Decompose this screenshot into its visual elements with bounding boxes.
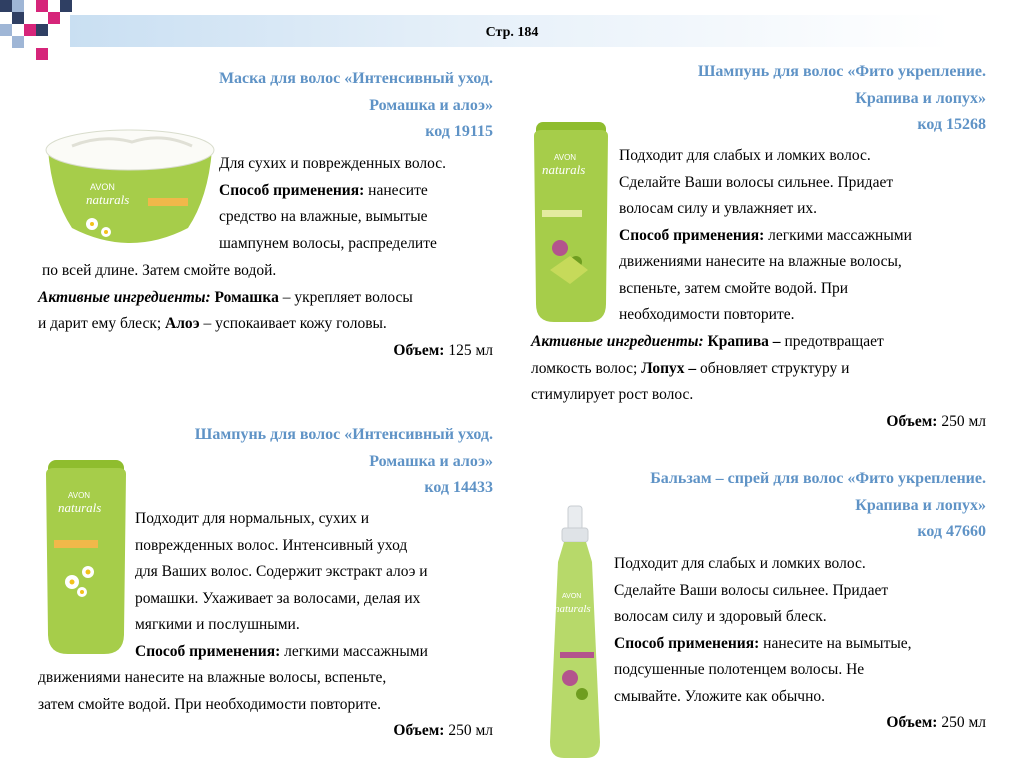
balm-spray-title: Бальзам – спрей для волос «Фито укрепление. Крапива и лопух» код 47660 [540,466,986,546]
phyto-shampoo-ingredients: Активные ингредиенты: Крапива – предотвращает ломкость волос; Лопух – обновляет структуру и стимулирует рост волос. [531,333,884,403]
svg-text:naturals: naturals [554,603,591,615]
mask-code: код 19115 [425,123,493,140]
intense-shampoo-volume: Объем: 250 мл [393,722,493,739]
balm-spray-description: Подходит для слабых и ломких волос. Сделайте Ваши волосы сильнее. Придает волосам силу и здоровый блеск. Способ применения: нанесите на вымытые, подсушенные полотенцем волосы. Не смывайте. Уложите как обычно. [614,555,912,705]
balm-spray-code: код 47660 [917,523,986,540]
page-number: Стр. 184 [485,25,539,40]
mask-description: Для сухих и поврежденных волос. Способ применения: нанесите средство на влажные, вымытые шампунем волосы, распределите [219,155,447,252]
svg-text:naturals: naturals [86,192,130,207]
svg-text:AVON: AVON [90,182,115,192]
phyto-shampoo-volume: Объем: 250 мл [886,413,986,430]
mask-volume: Объем: 125 мл [393,342,493,359]
svg-text:naturals: naturals [58,500,102,515]
svg-text:AVON: AVON [554,153,577,162]
balm-spray-volume: Объем: 250 мл [886,714,986,731]
svg-text:AVON: AVON [562,593,582,600]
mask-title: Маска для волос «Интенсивный уход. Ромашка и алоэ» код 19115 [60,66,493,146]
intense-shampoo-usage: движениями нанесите на влажные волосы, вспеньте, затем смойте водой. При необходимости повторите. [38,669,387,713]
phyto-shampoo-description: Подходит для слабых и ломких волос. Сделайте Ваши волосы сильнее. Придает волосам силу и увлажняет их. Способ применения: легкими массажными движениями нанесите на влажные волосы, вспеньте, затем смойте водой. При необходимости повторите. [619,147,912,323]
svg-text:naturals: naturals [542,162,586,177]
phyto-shampoo-bottle-image [530,120,612,326]
intense-shampoo-description: Подходит для нормальных, сухих и поврежденных волос. Интенсивный уход для Ваших волос. Содержит экстракт алоэ и ромашки. Ухаживает за волосами, делая их мягкими и послушными. Способ применения: легкими массажными [135,510,428,660]
svg-text:AVON: AVON [68,491,91,500]
mask-jar-image [42,128,218,258]
intense-shampoo-title: Шампунь для волос «Интенсивный уход. Ромашка и алоэ» код 14433 [60,422,493,502]
phyto-shampoo-title: Шампунь для волос «Фито укрепление. Крапива и лопух» код 15268 [560,59,986,139]
phyto-shampoo-code: код 15268 [917,116,986,133]
intense-shampoo-code: код 14433 [424,479,493,496]
mask-details: по всей длине. Затем смойте водой. Активные ингредиенты: Ромашка – укрепляет волосы и дарит ему блеск; Алоэ – успокаивает кожу головы. [38,262,413,332]
